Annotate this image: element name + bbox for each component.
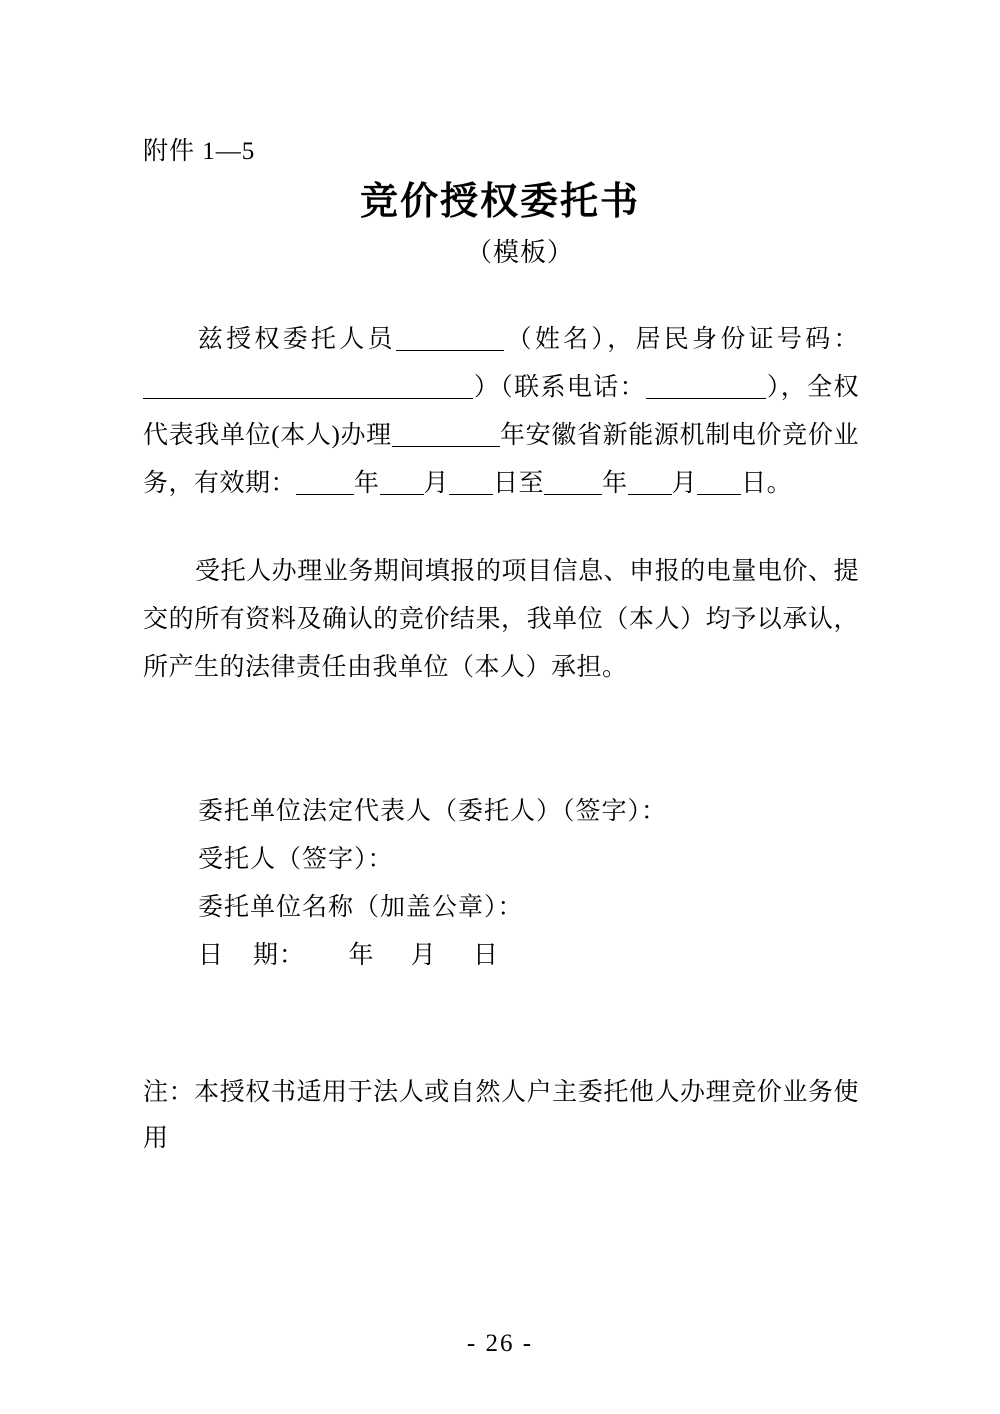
id-number-blank-field[interactable]	[143, 372, 473, 399]
clause-text-2: （姓名）	[503, 326, 608, 353]
clause-text-6: 年安徽省新能源机制电价竞价业务，有效期：	[143, 422, 859, 497]
clause-text-10: 年	[602, 470, 628, 497]
clause-text-9: 日至	[493, 470, 545, 497]
clause-text-1: 兹授权委托人员	[195, 326, 396, 353]
phone-blank-field[interactable]	[646, 372, 766, 399]
signature-block	[198, 788, 667, 980]
attachment-label: 附件 1—5	[143, 138, 256, 165]
valid-to-year-field[interactable]	[544, 468, 602, 495]
page-number: - 26 -	[466, 1330, 534, 1357]
clause-text-7: 年	[354, 470, 380, 497]
acknowledgement-paragraph	[143, 548, 859, 692]
valid-from-year-field[interactable]	[296, 468, 354, 495]
authorization-paragraph	[143, 316, 859, 508]
clause-text-8: 月	[423, 470, 450, 497]
signature-line-entity-name: 委托单位名称（加盖公章）：	[198, 894, 524, 921]
signature-line-trustee: 受托人（签字）：	[198, 846, 394, 873]
signature-line-date: 日 期： 年 月 日	[198, 942, 500, 969]
valid-from-month-field[interactable]	[380, 468, 424, 495]
signature-line-legal-representative: 委托单位法定代表人（委托人）（签字）：	[198, 798, 668, 825]
name-blank-field[interactable]	[396, 324, 504, 351]
clause-text-4: ）（联系电话：	[473, 374, 646, 401]
clause-text-11: 月	[671, 470, 698, 497]
page-title: 竞价授权委托书	[359, 179, 640, 223]
acknowledgement-text: 受托人办理业务期间填报的项目信息、申报的电量电价、提交的所有资料及确认的竞价结果，我单位（本人）均予以承认，所产生的法律责任由我单位（本人）承担。	[143, 558, 859, 681]
valid-to-day-field[interactable]	[697, 468, 741, 495]
clause-text-5: ），全权代表我单位(本人)办理	[143, 374, 859, 449]
valid-from-day-field[interactable]	[449, 468, 493, 495]
footnote: 注：本授权书适用于法人或自然人户主委托他人办理竞价业务使用	[143, 1079, 859, 1152]
year-blank-field[interactable]	[392, 420, 500, 447]
valid-to-month-field[interactable]	[628, 468, 672, 495]
document-subtitle: （模板）	[465, 238, 574, 267]
clause-text-3: ，居民身份证号码：	[607, 326, 859, 353]
clause-text-12: 日。	[741, 470, 793, 497]
